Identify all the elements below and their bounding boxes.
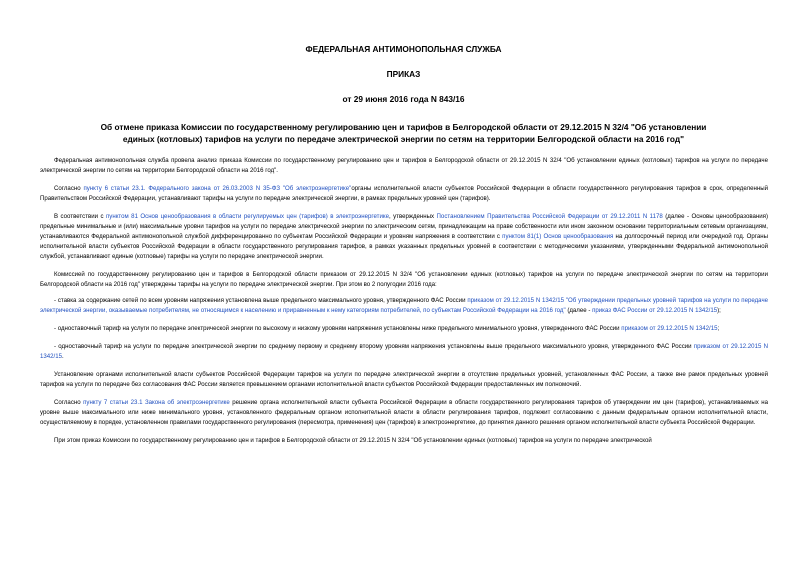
date-number-heading: от 29 июня 2016 года N 843/16 [342,94,465,104]
paragraph-law-reference [40,184,768,204]
paragraph-text: решение органа исполнительной власти субъекта Российской Федерации в области государственного регулирования тарифов об утверждении им цен (тарифов), устанавливаемых на уровне выше максимального или ниже минимального уровня, установленного федеральным органом исполнительной власти в области регулирования тарифов, подлежит согласованию с данным федеральным органом исполнительной власти, осуществляемому в порядке, установленном правилами государственного регулирования (пересмотра, применения) цен (тарифов) в электроэнергетике, до принятия данного решения органом исполнительной власти субъекта Российской Федерации. [40,399,768,426]
document-body [40,156,768,454]
electricity-law-link[interactable]: пункту 7 статьи 23.1 Закона об электроэнергетике [83,399,230,406]
paragraph-text: - одноставочный тариф на услуги по передаче электрической энергии по высокому и низкому уровням напряжения установлены ниже предельного минимального уровня, утвержденного ФАС России [54,325,622,332]
government-decree-link[interactable]: Постановлением Правительства Российской Федерации от 29.12.2011 N 1178 [436,213,663,220]
paragraph-text: В соответствии с [54,213,106,220]
paragraph-single-rate-high [40,342,768,362]
law-link[interactable]: пункту 6 статьи 23.1. Федерального закона от 26.03.2003 N 35-ФЗ "Об электроэнергетике" [83,185,352,192]
paragraph-conclusion [40,436,768,446]
doc-type-heading: ПРИКАЗ [386,69,421,79]
fas-order-short-link[interactable]: приказ ФАС России от 29.12.2015 N 1342/15 [592,307,718,314]
agency-heading: ФЕДЕРАЛЬНАЯ АНТИМОНОПОЛЬНАЯ СЛУЖБА [305,44,502,54]
paragraph-text: Установление органами исполнительной власти субъектов Российской Федерации тарифов на услуги по передаче электрической энергии в отсутствие предельных уровней, установленных ФАС России, а также вне рамок предельных уровней тарифов на услуги по передаче без согласования ФАС России является превышением органами исполнительной власти субъектов Российской Федерации предоставленных им полномочий. [40,371,768,388]
document-title: Об отмене приказа Комиссии по государственному регулированию цен и тарифов в Белгородской области от 29.12.2015 N 32/4 "Об установлении единых (котловых) тарифов на услуги по передаче электрической энергии по сетям на территории Белгородской области на 2016 год" [100,122,707,144]
paragraph-analysis [40,156,768,176]
paragraph-single-rate-low [40,324,768,334]
paragraph-text: Согласно [54,185,84,192]
paragraph-approval-rule [40,398,768,428]
paragraph-text: ); [717,307,721,314]
fas-order-link[interactable]: приказом от 29.12.2015 N 1342/15 "Об утверждении предельных уровней тарифов на услуги по передаче электрической энергии, оказываемые потребителям, не относящимся к населению и приравненным к нему категориям потребителей, по субъектам Российской Федерации на 2016 год" [40,297,769,314]
paragraph-text: на долгосрочный период или очередной год. Органы исполнительной власти субъектов Российской Федерации в области государственного регулирования тарифов, в рамках указанных предельных уровней в соответствии с методическими указаниями, утвержденными Федеральной антимонопольной службой, устанавливают единые (котловые) тарифы на услуги по передаче электрической энергии. [40,233,768,260]
paragraph-text: (далее - Основы ценообразования) предельные минимальные и (или) максимальные уровни тарифов на услуги по передаче электрической энергии по электрическим сетям, принадлежащим на праве собственности или ином законном основании территориальным сетевым организациям, устанавливаются Федеральной антимонопольной службой дифференцированно по субъектам Российской Федерации и уровням напряжения в соответствии с [40,213,768,240]
pricing-basics-link[interactable]: пунктом 81 Основ ценообразования в области регулируемых цен (тарифов) в электроэнергетике [105,213,389,220]
paragraph-text: Федеральная антимонопольная служба провела анализ приказа Комиссии по государственному регулированию цен и тарифов в Белгородской области от 29.12.2015 N 32/4 "Об установлении единых (котловых) тарифов на услуги по передаче электрической энергии по сетям на территории Белгородской области на 2016 год". [40,157,768,174]
paragraph-text: Комиссией по государственному регулированию цен и тарифов в Белгородской области приказом от 29.12.2015 N 32/4 "Об установлении единых (котловых) тарифов на услуги по передаче электрической энергии по сетям на территории Белгородской области на 2016 год" утверждены тарифы на услуги по передаче электрической энергии. При этом во 2 полугодии 2016 года: [40,271,768,288]
paragraph-commission-order [40,270,768,290]
paragraph-text: , утвержденных [388,213,437,220]
paragraph-pricing-basics [40,212,768,262]
paragraph-text: . [62,353,64,360]
paragraph-text: Согласно [54,399,84,406]
paragraph-text: - одноставочный тариф на услуги по передаче электрической энергии по среднему первому и среднему второму уровням напряжения установлены выше предельного максимального уровня, утвержденного ФАС России [54,343,694,350]
fas-order-link[interactable]: приказом от 29.12.2015 N 1342/15 [40,343,768,360]
paragraph-text: При этом приказ Комиссии по государственному регулированию цен и тарифов в Белгородской области от 29.12.2015 N 32/4 "Об установлении единых (котловых) тарифов на услуги по передаче электрической [54,437,652,444]
paragraph-text: - ставка за содержание сетей по всем уровням напряжения установлена выше предельного максимального уровня, утвержденного ФАС России [54,297,468,304]
paragraph-text: органы исполнительной власти субъектов Российской Федерации в области государственного регулирования тарифов в срок, определенный Правительством Российской Федерации, устанавливают тарифы на услуги по передаче электрической энергии, в рамках предельных уровней цен (тарифов). [40,185,768,202]
pricing-basics-81-1-link[interactable]: пунктом 81(1) Основ ценообразования [502,233,614,240]
paragraph-text: (далее - [565,307,593,314]
fas-order-link[interactable]: приказом от 29.12.2015 N 1342/15 [621,325,718,332]
paragraph-network-rate [40,296,768,316]
paragraph-authority-excess [40,370,768,390]
paragraph-text: ; [717,325,720,332]
